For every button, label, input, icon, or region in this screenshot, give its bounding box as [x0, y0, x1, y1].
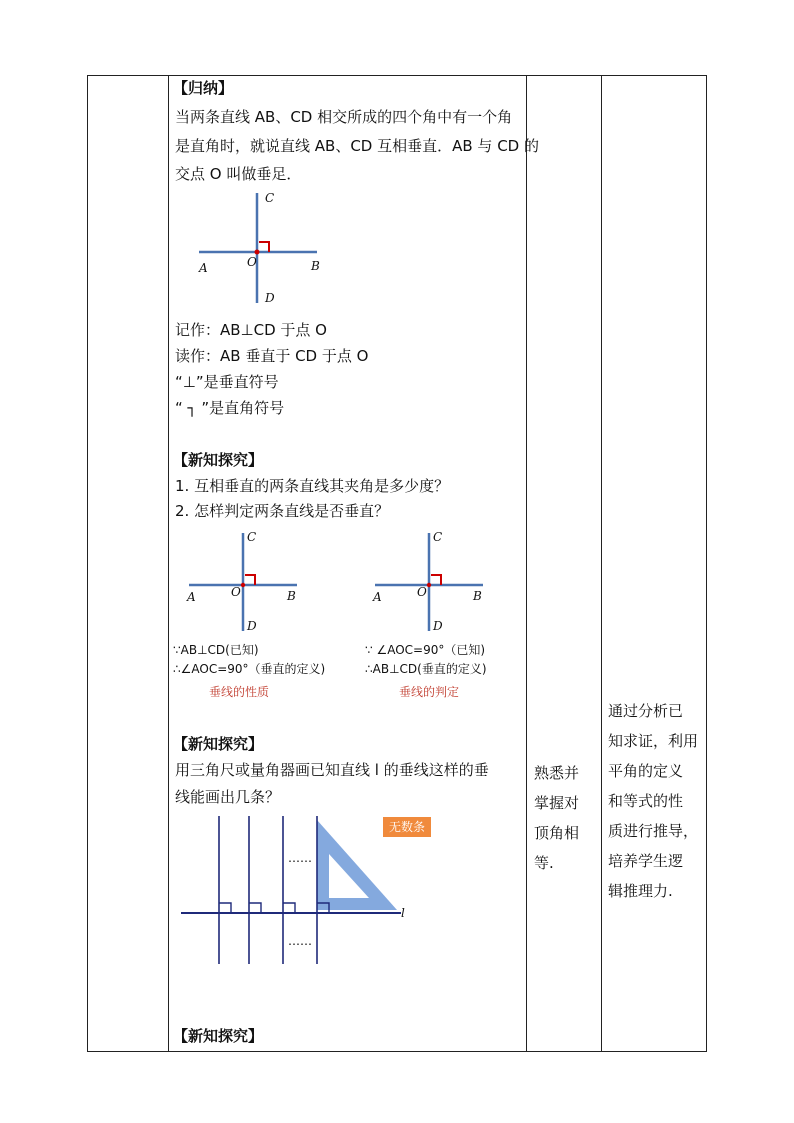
design-intent-line: 培养学生逻	[608, 852, 684, 870]
right-proof-line-1: ∵ ∠AOC=90°（已知)	[365, 643, 486, 657]
design-intent-cell	[608, 696, 698, 906]
student-activity-line: 等.	[534, 854, 554, 872]
perpendicular-figure-main	[197, 188, 327, 308]
definition-line-3: 交点 O 叫做垂足．	[175, 165, 302, 183]
label-b: B	[473, 589, 482, 603]
label-d: D	[265, 291, 275, 305]
point-o	[241, 583, 245, 587]
label-d: D	[433, 619, 443, 633]
definition-line-2: 是直角时，就说直线 AB、CD 互相垂直．AB 与 CD 的	[175, 137, 539, 155]
label-c: C	[433, 530, 443, 544]
right-angle-mark	[283, 903, 295, 913]
left-caption: 垂线的性质	[209, 685, 270, 699]
design-intent-line: 平角的定义	[608, 762, 684, 780]
question-1: 1. 互相垂直的两条直线其夹角是多少度？	[175, 477, 450, 495]
label-o: O	[417, 585, 427, 599]
label-a: A	[199, 261, 208, 275]
notation-read: 读作：AB 垂直于 CD 于点 O	[175, 347, 369, 365]
left-proof-line-1: ∵AB⊥CD(已知)	[173, 643, 259, 657]
right-angle-mark	[249, 903, 261, 913]
label-b: B	[287, 589, 296, 603]
right-angle-mark	[431, 575, 441, 585]
design-intent-line: 知求证，利用	[608, 732, 699, 750]
notation-perp-symbol: “⊥”是垂直符号	[175, 373, 279, 391]
drawing-question-line-2: 线能画出几条？	[175, 788, 281, 806]
label-a: A	[187, 590, 196, 604]
section-heading-explore-1: 【新知探究】	[173, 451, 264, 469]
design-intent-line: 和等式的性	[608, 792, 684, 810]
right-angle-mark	[259, 242, 269, 252]
lesson-table	[87, 75, 707, 1052]
design-intent-line: 质进行推导，	[608, 822, 699, 840]
student-activity-line: 顶角相	[534, 824, 580, 842]
dots-bottom: ……	[288, 934, 312, 948]
label-c: C	[265, 191, 275, 205]
student-activity-line: 熟悉并	[534, 764, 580, 782]
perpendicular-figure-right	[375, 531, 485, 631]
column-divider	[526, 76, 527, 1051]
right-angle-mark	[219, 903, 231, 913]
section-heading-summary: 【归纳】	[173, 79, 234, 97]
right-angle-mark	[245, 575, 255, 585]
label-d: D	[247, 619, 257, 633]
line-label-l: l	[401, 906, 405, 920]
dots-top: ……	[288, 851, 312, 865]
right-proof-line-2: ∴AB⊥CD(垂直的定义)	[365, 662, 487, 676]
infinite-badge: 无数条	[383, 817, 431, 837]
label-o: O	[247, 255, 257, 269]
notation-right-angle-symbol: “ ┐ ”是直角符号	[175, 399, 285, 417]
design-intent-line: 通过分析已	[608, 702, 684, 720]
label-a: A	[373, 590, 382, 604]
question-2: 2. 怎样判定两条直线是否垂直？	[175, 502, 390, 520]
column-divider	[601, 76, 602, 1051]
label-b: B	[311, 259, 320, 273]
definition-line-1: 当两条直线 AB、CD 相交所成的四个角中有一个角	[175, 108, 513, 126]
left-proof-line-2: ∴∠AOC=90°（垂直的定义)	[173, 662, 326, 676]
section-heading-explore-3: 【新知探究】	[173, 1027, 264, 1045]
section-heading-explore-2: 【新知探究】	[173, 735, 264, 753]
main-content-cell	[169, 76, 539, 1051]
student-activity-cell	[534, 758, 579, 878]
perpendicular-figure-left	[189, 531, 299, 631]
right-caption: 垂线的判定	[399, 685, 460, 699]
drawing-question-line-1: 用三角尺或量角器画已知直线 l 的垂线这样的垂	[175, 761, 489, 779]
label-c: C	[247, 530, 257, 544]
label-o: O	[231, 585, 241, 599]
design-intent-line: 辑推理力.	[608, 882, 673, 900]
student-activity-line: 掌握对	[534, 794, 580, 812]
notation-write: 记作：AB⊥CD 于点 O	[175, 321, 327, 339]
point-o	[427, 583, 431, 587]
